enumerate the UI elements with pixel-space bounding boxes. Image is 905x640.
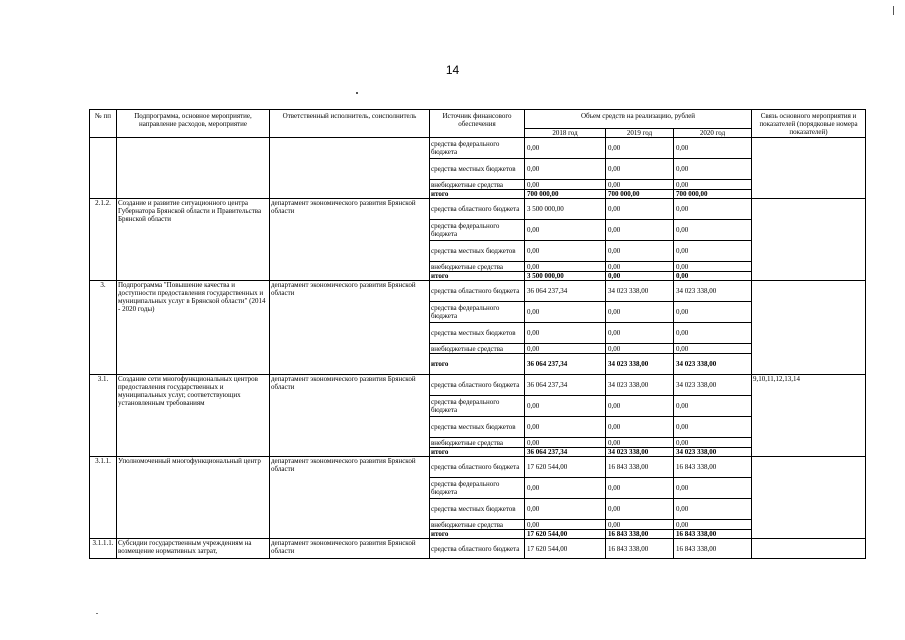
funding-source: итого bbox=[430, 272, 525, 281]
amount-2020: 0,00 bbox=[674, 199, 752, 220]
header-year-2020: 2020 год bbox=[674, 129, 752, 138]
amount-2018: 0,00 bbox=[525, 478, 606, 499]
amount-2020: 16 843 338,00 bbox=[674, 457, 752, 478]
amount-2018: 36 064 237,34 bbox=[525, 375, 606, 396]
amount-2019: 34 023 338,00 bbox=[606, 281, 674, 302]
amount-2020: 0,00 bbox=[674, 138, 752, 159]
amount-2019: 0,00 bbox=[606, 344, 674, 354]
program-name bbox=[117, 138, 270, 199]
indicator-numbers: 9,10,11,12,13,14 bbox=[752, 375, 866, 457]
amount-2019: 0,00 bbox=[606, 520, 674, 530]
amount-2018: 0,00 bbox=[525, 262, 606, 272]
funding-source: средства областного бюджета bbox=[430, 457, 525, 478]
amount-2020: 0,00 bbox=[674, 159, 752, 180]
funding-source: средства областного бюджета bbox=[430, 199, 525, 220]
amount-2020: 0,00 bbox=[674, 272, 752, 281]
funding-source: средства федерального бюджета bbox=[430, 396, 525, 417]
amount-2019: 0,00 bbox=[606, 159, 674, 180]
funding-source: средства областного бюджета bbox=[430, 281, 525, 302]
funding-source: средства федерального бюджета bbox=[430, 302, 525, 323]
funding-source: средства местных бюджетов bbox=[430, 499, 525, 520]
executor-name: департамент экономического развития Брянской области bbox=[270, 281, 430, 375]
funding-source: итого bbox=[430, 530, 525, 539]
header-program: Подпрограмма, основное мероприятие, направление расходов, мероприятие bbox=[117, 110, 270, 138]
row-number: 2.1.2. bbox=[90, 199, 117, 281]
amount-2019: 0,00 bbox=[606, 199, 674, 220]
scan-speck bbox=[96, 613, 98, 614]
header-num: № пп bbox=[90, 110, 117, 138]
amount-2018: 0,00 bbox=[525, 417, 606, 438]
funding-source: внебюджетные средства bbox=[430, 520, 525, 530]
amount-2019: 0,00 bbox=[606, 241, 674, 262]
amount-2018: 0,00 bbox=[525, 138, 606, 159]
funding-source: средства федерального бюджета bbox=[430, 138, 525, 159]
row-number: 3. bbox=[90, 281, 117, 375]
amount-2018: 0,00 bbox=[525, 241, 606, 262]
amount-2020: 34 023 338,00 bbox=[674, 448, 752, 457]
amount-2019: 16 843 338,00 bbox=[606, 457, 674, 478]
amount-2018: 17 620 544,00 bbox=[525, 457, 606, 478]
funding-source: итого bbox=[430, 448, 525, 457]
amount-2020: 0,00 bbox=[674, 262, 752, 272]
table-row bbox=[90, 281, 866, 302]
amount-2018: 0,00 bbox=[525, 344, 606, 354]
funding-source: средства областного бюджета bbox=[430, 375, 525, 396]
page-number: 14 bbox=[445, 63, 460, 77]
table-body bbox=[90, 138, 866, 559]
amount-2020: 0,00 bbox=[674, 417, 752, 438]
amount-2018: 0,00 bbox=[525, 520, 606, 530]
amount-2019: 0,00 bbox=[606, 262, 674, 272]
amount-2020: 0,00 bbox=[674, 220, 752, 241]
amount-2019: 0,00 bbox=[606, 220, 674, 241]
amount-2019: 0,00 bbox=[606, 478, 674, 499]
funding-source: средства областного бюджета bbox=[430, 539, 525, 559]
funding-source: средства местных бюджетов bbox=[430, 323, 525, 344]
amount-2019: 34 023 338,00 bbox=[606, 354, 674, 375]
scan-dot bbox=[356, 92, 358, 94]
amount-2019: 0,00 bbox=[606, 302, 674, 323]
funding-source: итого bbox=[430, 190, 525, 199]
amount-2019: 0,00 bbox=[606, 499, 674, 520]
header-volume: Объем средств на реализацию, рублей bbox=[525, 110, 752, 129]
amount-2019: 0,00 bbox=[606, 323, 674, 344]
amount-2020: 0,00 bbox=[674, 478, 752, 499]
funding-source: внебюджетные средства bbox=[430, 262, 525, 272]
amount-2019: 0,00 bbox=[606, 180, 674, 190]
program-name: Субсидии государственным учреждениям на возмещение нормативных затрат, bbox=[117, 539, 270, 559]
amount-2019: 16 843 338,00 bbox=[606, 530, 674, 539]
funding-source: средства федерального бюджета bbox=[430, 478, 525, 499]
amount-2019: 34 023 338,00 bbox=[606, 448, 674, 457]
header-year-2019: 2019 год bbox=[606, 129, 674, 138]
amount-2020: 0,00 bbox=[674, 323, 752, 344]
funding-source: средства федерального бюджета bbox=[430, 220, 525, 241]
amount-2018: 700 000,00 bbox=[525, 190, 606, 199]
amount-2020: 34 023 338,00 bbox=[674, 354, 752, 375]
amount-2019: 0,00 bbox=[606, 272, 674, 281]
table-row bbox=[90, 138, 866, 159]
amount-2018: 0,00 bbox=[525, 159, 606, 180]
table-row bbox=[90, 539, 866, 559]
funding-source: средства местных бюджетов bbox=[430, 159, 525, 180]
amount-2018: 36 064 237,34 bbox=[525, 354, 606, 375]
budget-table bbox=[89, 109, 866, 559]
executor-name bbox=[270, 138, 430, 199]
scan-mark bbox=[893, 6, 894, 15]
indicator-numbers bbox=[752, 457, 866, 539]
amount-2020: 16 843 338,00 bbox=[674, 530, 752, 539]
amount-2018: 0,00 bbox=[525, 499, 606, 520]
amount-2018: 3 500 000,00 bbox=[525, 199, 606, 220]
amount-2020: 34 023 338,00 bbox=[674, 375, 752, 396]
amount-2018: 0,00 bbox=[525, 438, 606, 448]
header-executor: Ответственный исполнитель, соисполнитель bbox=[270, 110, 430, 138]
funding-source: внебюджетные средства bbox=[430, 180, 525, 190]
amount-2020: 0,00 bbox=[674, 302, 752, 323]
indicator-numbers bbox=[752, 199, 866, 281]
table-row bbox=[90, 199, 866, 220]
executor-name: департамент экономического развития Брянской области bbox=[270, 457, 430, 539]
amount-2019: 0,00 bbox=[606, 438, 674, 448]
amount-2020: 0,00 bbox=[674, 396, 752, 417]
amount-2018: 0,00 bbox=[525, 220, 606, 241]
amount-2019: 0,00 bbox=[606, 138, 674, 159]
executor-name: департамент экономического развития Брянской области bbox=[270, 375, 430, 457]
amount-2018: 3 500 000,00 bbox=[525, 272, 606, 281]
amount-2018: 17 620 544,00 bbox=[525, 530, 606, 539]
header-year-2018: 2018 год bbox=[525, 129, 606, 138]
amount-2019: 16 843 338,00 bbox=[606, 539, 674, 559]
row-number: 3.1.1. bbox=[90, 457, 117, 539]
amount-2018: 0,00 bbox=[525, 180, 606, 190]
amount-2018: 36 064 237,34 bbox=[525, 281, 606, 302]
funding-source: итого bbox=[430, 354, 525, 375]
indicator-numbers bbox=[752, 138, 866, 199]
amount-2020: 700 000,00 bbox=[674, 190, 752, 199]
table-header bbox=[90, 110, 866, 138]
header-source: Источник финансового обеспечения bbox=[430, 110, 525, 138]
amount-2020: 0,00 bbox=[674, 520, 752, 530]
funding-source: внебюджетные средства bbox=[430, 438, 525, 448]
program-name: Создание сети многофункциональных центров предоставления государственных и муниципальных услуг, соответствующих установленным требованиям bbox=[117, 375, 270, 457]
row-number bbox=[90, 138, 117, 199]
amount-2020: 16 843 338,00 bbox=[674, 539, 752, 559]
funding-source: средства местных бюджетов bbox=[430, 417, 525, 438]
amount-2018: 17 620 544,00 bbox=[525, 539, 606, 559]
program-name: Создание и развитие ситуационного центра Губернатора Брянской области и Правительства Брянской области bbox=[117, 199, 270, 281]
funding-source: средства местных бюджетов bbox=[430, 241, 525, 262]
amount-2018: 0,00 bbox=[525, 323, 606, 344]
indicator-numbers bbox=[752, 539, 866, 559]
amount-2020: 0,00 bbox=[674, 499, 752, 520]
executor-name: департамент экономического развития Брянской области bbox=[270, 199, 430, 281]
amount-2020: 34 023 338,00 bbox=[674, 281, 752, 302]
header-link: Связь основного мероприятия и показателей (порядковые номера показателей) bbox=[752, 110, 866, 138]
amount-2019: 700 000,00 bbox=[606, 190, 674, 199]
funding-source: внебюджетные средства bbox=[430, 344, 525, 354]
indicator-numbers bbox=[752, 281, 866, 375]
table-row bbox=[90, 457, 866, 478]
amount-2019: 34 023 338,00 bbox=[606, 375, 674, 396]
row-number: 3.1.1.1. bbox=[90, 539, 117, 559]
table-row bbox=[90, 375, 866, 396]
program-name: Подпрограмма "Повышение качества и доступности предоставления государственных и муниципальных услуг в Брянской области" (2014 - 2020 годы) bbox=[117, 281, 270, 375]
row-number: 3.1. bbox=[90, 375, 117, 457]
amount-2019: 0,00 bbox=[606, 396, 674, 417]
amount-2020: 0,00 bbox=[674, 241, 752, 262]
program-name: Уполномоченный многофункциональный центр bbox=[117, 457, 270, 539]
amount-2018: 0,00 bbox=[525, 302, 606, 323]
amount-2020: 0,00 bbox=[674, 438, 752, 448]
amount-2020: 0,00 bbox=[674, 180, 752, 190]
amount-2018: 0,00 bbox=[525, 396, 606, 417]
amount-2018: 36 064 237,34 bbox=[525, 448, 606, 457]
executor-name: департамент экономического развития Брянской области bbox=[270, 539, 430, 559]
amount-2020: 0,00 bbox=[674, 344, 752, 354]
amount-2019: 0,00 bbox=[606, 417, 674, 438]
